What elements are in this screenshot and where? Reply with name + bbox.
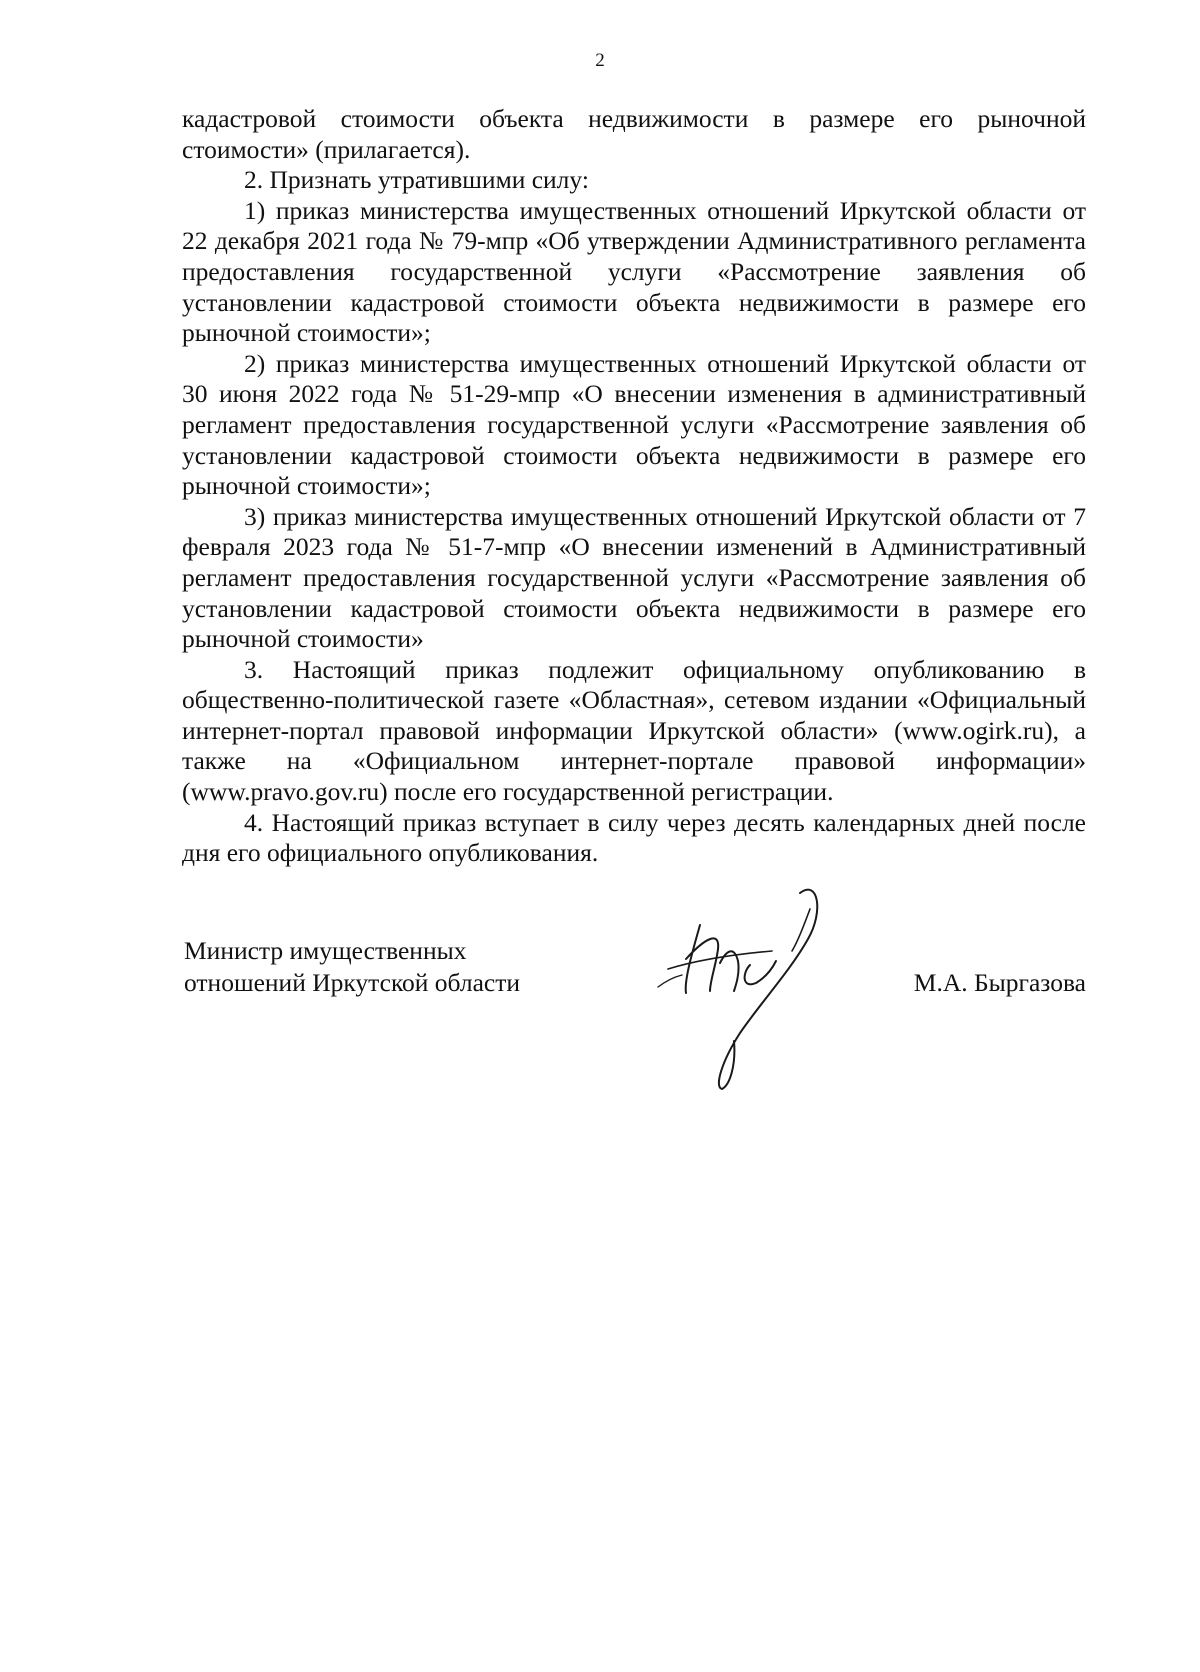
page-number: 2 — [595, 50, 605, 71]
signature-stroke-lead — [658, 975, 682, 987]
document-body — [182, 104, 1086, 869]
handwritten-signature — [622, 865, 852, 1095]
signature-block — [182, 935, 1086, 1095]
signature-stroke-top — [792, 909, 810, 951]
signer-title — [184, 935, 604, 999]
signer-name: М.А. Быргазова — [913, 968, 1086, 997]
paragraph-continuation: кадастровой стоимости объекта недвижимости в размере его рыночной стоимости» (прилагается). — [182, 104, 1086, 164]
signature-stroke-letters — [686, 925, 776, 993]
paragraph-item-3: 3. Настоящий приказ подлежит официальному опубликованию в общественно-политической газете «Областная», сетевом издании «Официальный интернет-портал правовой информации Иркутской области» (www.ogirk.ru), а также на «Официальном интернет-портале правовой информации» (www.pravo.gov.ru) после его государственной регистрации. — [182, 654, 1086, 807]
signer-title-line-2: отношений Иркутской области — [184, 968, 521, 997]
paragraph-subitem-1: 1) приказ министерства имущественных отношений Иркутской области от 22 декабря 2021 года № 79-мпр «Об утверждении Административного регламента предоставления государственной услуги «Рассмотрение заявления об установлении кадастровой стоимости объекта недвижимости в размере его рыночной стоимости»; — [182, 195, 1086, 348]
paragraph-item-2: 2. Признать утратившими силу: — [244, 165, 589, 195]
signature-stroke-crossbar — [668, 951, 772, 969]
signer-title-line-1: Министр имущественных — [184, 936, 467, 965]
paragraph-item-4: 4. Настоящий приказ вступает в силу через десять календарных дней после дня его официального опубликования. — [182, 807, 1086, 868]
paragraph-subitem-3: 3) приказ министерства имущественных отношений Иркутской области от 7 февраля 2023 года № 51-7-мпр «О внесении изменений в Административный регламент предоставления государственной услуги «Рассмотрение заявления об установлении кадастровой стоимости объекта недвижимости в размере его рыночной стоимости» — [182, 501, 1086, 654]
paragraph-subitem-2: 2) приказ министерства имущественных отношений Иркутской области от 30 июня 2022 года № 51-29-мпр «О внесении изменения в административный регламент предоставления государственной услуги «Рассмотрение заявления об установлении кадастровой стоимости объекта недвижимости в размере его рыночной стоимости»; — [182, 348, 1086, 501]
